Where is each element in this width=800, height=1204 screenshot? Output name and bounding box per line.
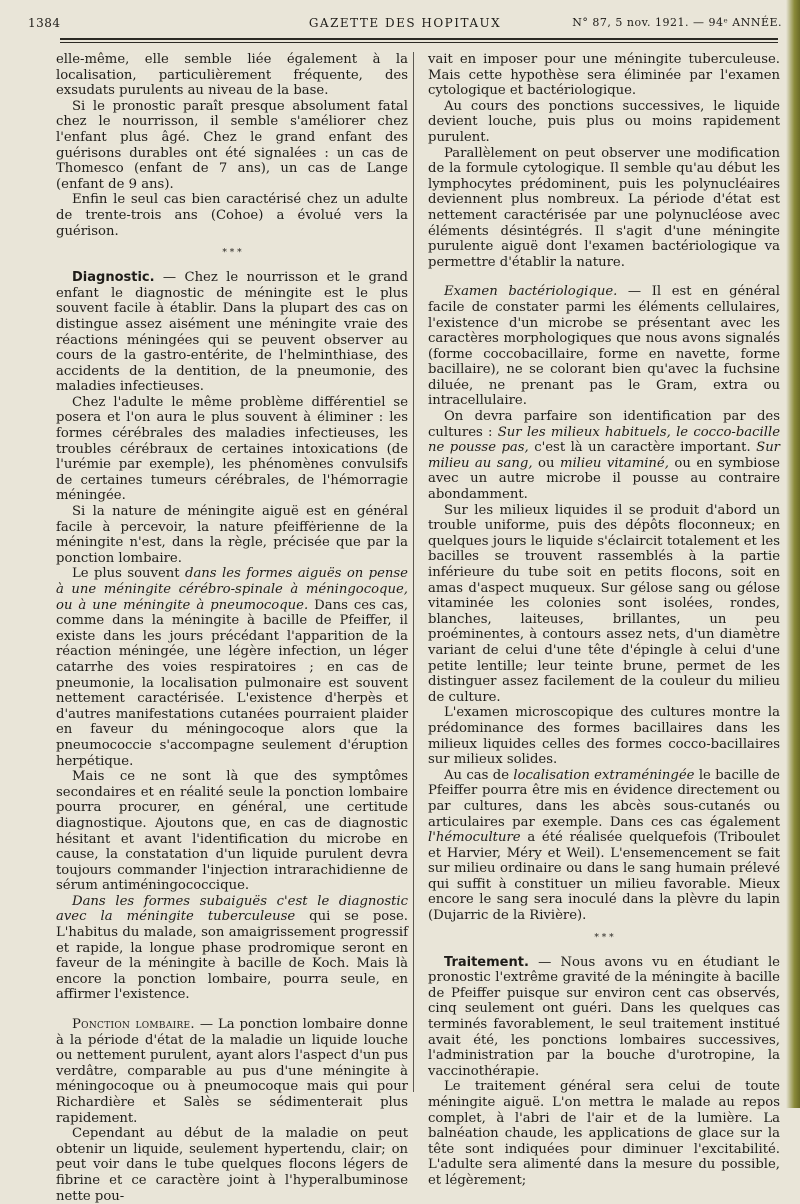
paragraph: Cependant au début de la maladie on peut obtenir un liquide, seulement hypertendu, clair; on peut voir dans le tube quelques flocons légers de fibrine et ce caractère joint à l'hyperalbuminose nette pou- (56, 1126, 408, 1204)
running-header (28, 12, 782, 38)
paragraph-text: On devra parfaire son identification par des cultures : (428, 409, 780, 440)
italic-text: Sur les milieux habituels, le cocco-bacille ne pousse pas, (428, 424, 780, 456)
paragraph: Parallèlement on peut observer une modification de la formule cytologique. Il semble qu'au début les lymphocytes prédominent, puis les polynucléaires deviennent plus nombreux. La période d'état est nettement caractérisée par une polynucléose avec éléments désintégrés. Il s'agit d'une méningite purulente aiguë dont l'examen bactériologique va permettre d'établir la nature. (428, 145, 780, 270)
subsection-title-examen: Examen bactériologique. (444, 284, 618, 300)
paragraph-examen (428, 284, 780, 409)
right-column (428, 52, 780, 1189)
paragraph-text: Au cas de (444, 767, 514, 783)
paragraph-text: Le plus souvent (72, 566, 185, 582)
header-rule-thick (60, 38, 778, 40)
paragraph-diagnostic (56, 270, 408, 395)
italic-text: localisation extraméningée (513, 767, 695, 783)
page-edge-shadow (786, 0, 800, 1108)
paragraph: Sur les milieux liquides il se produit d'abord un trouble uniforme, puis des dépôts floconneux; en quelques jours le liquide s'éclaircit totalement et les bacilles se trouvent rassemblés à la partie inférieure du tube soit en petits flocons, soit en amas d'aspect muqueux. Sur gélose sang ou gélose vitaminée les colonies sont isolées, rondes, blanches, laiteuses, brillantes, un peu proéminentes, à contours assez nets, d'un diamètre variant de celui d'une tête d'épingle à celui d'une petite lentille; leur teinte brune, permet de les distinguer assez facilement de la couleur du milieu de culture. (428, 502, 780, 705)
page-number: 1384 (28, 16, 61, 30)
journal-title: GAZETTE DES HOPITAUX (308, 16, 502, 30)
header-rule-thin (60, 42, 778, 43)
paragraph-text: — La ponction lombaire donne à la période d'état de la maladie un liquide louche ou nettement purulent, ayant alors l'aspect d'un pus verdâtre, comparable au pus d'une méningite à méningocoque ou à pneumocoque mais qui pour Richardière et Salès se sédimenterait plus rapidement. (56, 1017, 408, 1126)
paragraph-text: ou en symbiose avec un autre microbe il pousse au contraire abondamment. (428, 455, 780, 503)
paragraph: L'examen microscopique des cultures montre la prédominance des formes bacillaires dans les milieux liquides celles des formes cocco-bacillaires sur milieux solides. (428, 705, 780, 768)
left-column (56, 52, 408, 1204)
paragraph (428, 409, 780, 503)
section-separator: * * * (594, 932, 614, 943)
paragraph: Chez l'adulte le même problème différentiel se posera et l'on aura le plus souvent à éliminer : les formes cérébrales des maladies infectieuses, les troubles cérébraux de certaines intoxications (de l'urémie par exemple), les phénomènes convulsifs de certaines tumeurs cérébrales, de l'hémorragie méningée. (56, 394, 408, 504)
section-title-traitement: Traitement. (444, 954, 529, 970)
paragraph-ponction (56, 1017, 408, 1126)
paragraph (56, 894, 408, 1003)
paragraph: Enfin le seul cas bien caractérisé chez un adulte de trente-trois ans (Cohoe) a évolué vers la guérison. (56, 192, 408, 239)
paragraph-text: — Chez le nourrisson et le grand enfant le diagnostic de méningite est le plus souvent facile à établir. Dans la plupart des cas on distingue assez aisément une méningite vraie des réactions méningées qui se peuvent observer au cours de la gastro-entérite, de l'helminthiase, des accidents de la dentition, de la pneumonie, des maladies infectieuses. (56, 270, 408, 395)
spacer (56, 1003, 408, 1017)
paragraph-text: ou (532, 455, 560, 471)
section-separator: * * * (222, 248, 242, 259)
section-title-diagnostic: Diagnostic. (72, 270, 155, 286)
paragraph-text: — Il est en général facile de constater parmi les éléments cellulaires, l'existence d'un microbe se présentant avec les caractères morphologiques que nous avons signalés (forme coccobacillaire, forme en navette, forme bacillaire), ne se colorant bien qu'avec la fuchsine diluée, ne prenant pas le Gram, extra ou intracellulaire. (428, 284, 780, 409)
italic-text: l'hémoculture (428, 830, 521, 846)
paragraph: elle-même, elle semble liée également à la localisation, particulièrement fréquente, des exsudats purulents au niveau de la base. (56, 52, 408, 99)
paragraph: vait en imposer pour une méningite tuberculeuse. Mais cette hypothèse sera éliminée par l'examen cytologique et bactériologique. (428, 52, 780, 99)
paragraph-text: a été réalisée quelquefois (Triboulet et Harvier, Méry et Weil). L'ensemencement se fait sur milieu ordinaire ou dans le sang humain prélevé qui suffit à constituer un milieu favorable. Mieux encore le sang sera inoculé dans la plèvre du lapin (Dujarric de la Rivière). (428, 830, 780, 924)
paragraph-text: Dans ces cas, comme dans la méningite à bacille de Pfeiffer, il existe dans les jours précédant l'apparition de la réaction méningée, une légère infection, un léger catarrhe des voies respiratoires ; en cas de pneumonie, la localisation pulmonaire est souvent nettement caractérisée. L'existence d'herpès et d'autres manifestations cutanées pourraient plaider en faveur du méningocoque alors que la pneumococcie s'accompagne seulement d'éruption herpétique. (56, 597, 409, 769)
paragraph: Au cours des ponctions successives, le liquide devient louche, puis plus ou moins rapidement purulent. (428, 98, 780, 145)
paragraph-text: qui se pose. L'habitus du malade, son amaigrissement progressif et rapide, la longue phase prodromique seront en faveur de la méningite à bacille de Koch. Mais là encore la ponction lombaire, pourra seule, en affirmer l'existence. (56, 909, 409, 1003)
spacer (428, 270, 780, 284)
italic-text: dans les formes aiguës on pense à une méningite cérébro-spinale à méningocoque, ou à une méningite à pneumocoque. (56, 566, 408, 613)
subsection-title-ponction: Ponction lombaire. (72, 1017, 195, 1033)
paragraph-text: le bacille de Pfeiffer pourra être mis en évidence directement ou par cultures, dans les abcès sous-cutanés ou articulaires par exemple. Dans ces cas également (428, 767, 780, 830)
paragraph: Si le pronostic paraît presque absolument fatal chez le nourrisson, il semble s'améliorer chez l'enfant plus âgé. Chez le grand enfant des guérisons durables ont été signalées : un cas de Thomesco (enfant de 7 ans), un cas de Lange (enfant de 9 ans). (56, 98, 408, 192)
paragraph-text: c'est là un caractère important. (528, 440, 757, 456)
paragraph (428, 768, 780, 924)
column-divider (413, 52, 414, 1092)
italic-text: milieu vitaminé, (559, 455, 669, 471)
paragraph: Mais ce ne sont là que des symptômes secondaires et en réalité seule la ponction lombaire pourra procurer, en général, une certitude diagnostique. Ajoutons que, en cas de diagnostic hésitant et avant l'identification du microbe en cause, la constatation d'un liquide purulent devra toujours commander l'injection intrarachidienne de sérum antiméningococcique. (56, 769, 408, 894)
paragraph-text: — Nous avons vu en étudiant le pronostic l'extrême gravité de la méningite à bacille de Pfeiffer puisque sur environ cent cas observés, cinq seulement ont guéri. Dans les quelques cas terminés favorablement, le seul traitement institué avait été, les ponctions lombaires successives, l'administration par la bouche d'urotropine, la vaccinothérapie. (428, 954, 780, 1079)
paragraph: Si la nature de méningite aiguë est en général facile à percevoir, la nature pfeiffėrienne de la méningite n'est, dans la règle, précisée que par la ponction lombaire. (56, 504, 408, 566)
italic-text: Sur milieu au sang, (428, 440, 780, 471)
paragraph-traitement (428, 955, 780, 1080)
italic-text: Dans les formes subaiguës c'est le diagnostic avec la méningite tuberculeuse (56, 893, 408, 925)
issue-info: N° 87, 5 nov. 1921. — 94ᵉ ANNÉE. (572, 16, 782, 29)
paragraph (56, 566, 408, 769)
paragraph: Le traitement général sera celui de toute méningite aiguë. L'on mettra le malade au repos complet, à l'abri de l'air et de la lumière. La balnéation chaude, les applications de glace sur la tête sont indiquées pour diminuer l'excitabilité. L'adulte sera alimenté dans la mesure du possible, et légèrement; (428, 1079, 780, 1188)
